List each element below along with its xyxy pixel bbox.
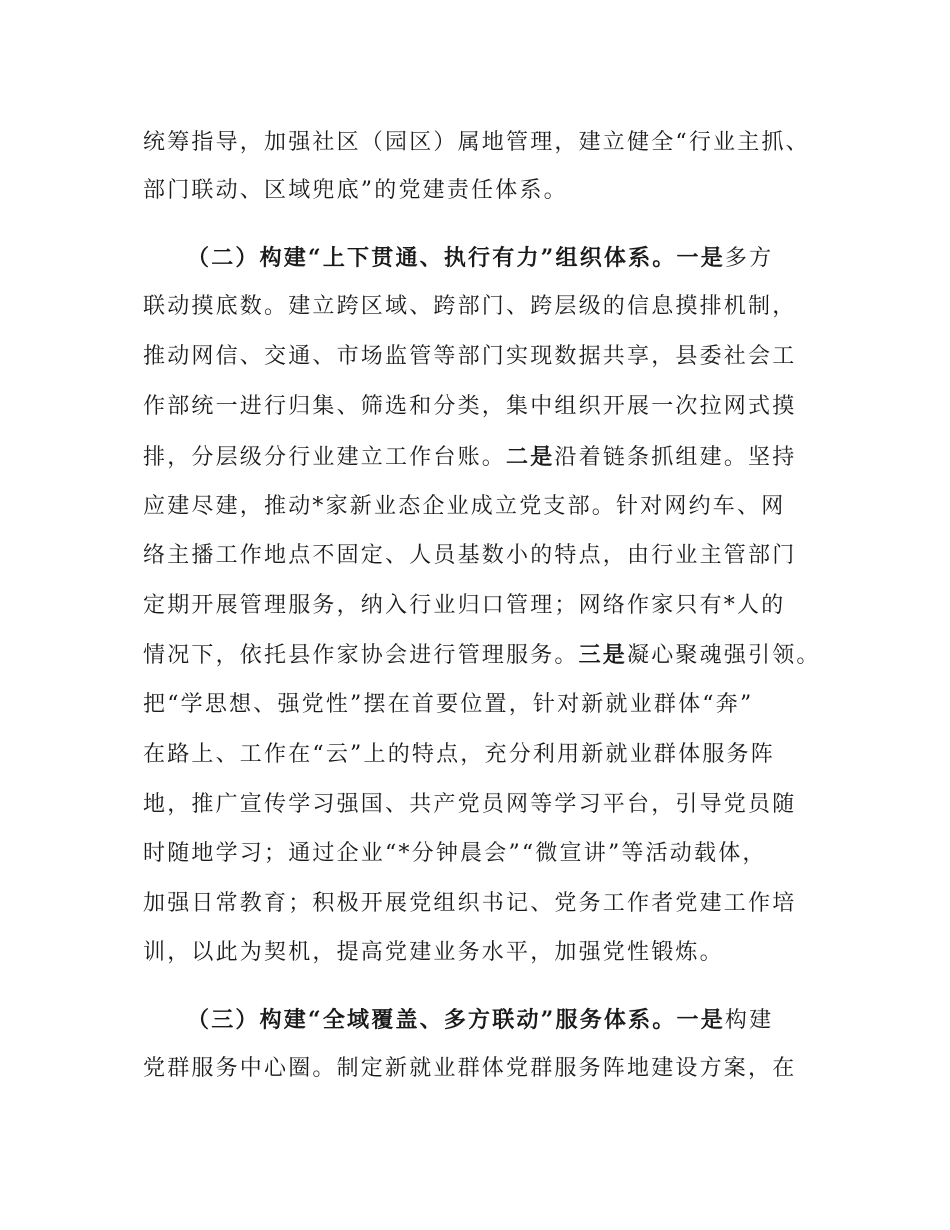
paragraph-1-line-1: 统筹指导，加强社区（园区）属地管理，建立健全“行业主抓、 bbox=[143, 130, 810, 155]
paragraph-2-line-9 bbox=[143, 640, 821, 670]
paragraph-3-line-2: 党群服务中心圈。制定新就业群体党群服务阵地建设方案，在 bbox=[143, 1056, 797, 1081]
section-heading-3: （三）构建“全域覆盖、多方联动”服务体系。 bbox=[187, 1007, 677, 1033]
paragraph-2-line-10: 把“学思想、强党性”摆在首要位置，针对新就业群体“奔” bbox=[143, 692, 754, 717]
point-label-1: 一是 bbox=[676, 1007, 725, 1033]
paragraph-2-line-15: 训，以此为契机，提高党建业务水平，加强党性锻炼。 bbox=[143, 940, 724, 965]
paragraph-2-line-9-tail: 凝心聚魂强引领。 bbox=[627, 643, 821, 668]
paragraph-2-line-6: 应建尽建，推动*家新业态企业成立党支部。针对网约车、网 bbox=[143, 494, 786, 519]
point-label-1: 一是 bbox=[676, 245, 725, 271]
paragraph-2-line-7: 络主播工作地点不固定、人员基数小的特点，由行业主管部门 bbox=[143, 543, 797, 568]
paragraph-2-line-5-tail: 沿着链条抓组建。坚持 bbox=[554, 445, 797, 470]
paragraph-2-line-5 bbox=[143, 442, 796, 472]
point-label-2: 二是 bbox=[506, 444, 555, 470]
paragraph-2-line-14: 加强日常教育；积极开展党组织书记、党务工作者党建工作培 bbox=[143, 891, 797, 916]
paragraph-3-line-1-tail: 构建 bbox=[724, 1008, 774, 1033]
paragraph-2-line-1 bbox=[187, 243, 773, 273]
paragraph-2-line-1-tail: 多方 bbox=[724, 246, 774, 271]
paragraph-2-line-5-head: 排，分层级分行业建立工作台账。 bbox=[143, 445, 507, 470]
paragraph-1-line-2: 部门联动、区域兜底”的党建责任体系。 bbox=[143, 178, 568, 203]
paragraph-2-line-3: 推动网信、交通、市场监管等部门实现数据共享，县委社会工 bbox=[143, 344, 797, 369]
paragraph-2-line-12: 地，推广宣传学习强国、共产党员网等学习平台，引导党员随 bbox=[143, 792, 797, 817]
paragraph-2-line-11: 在路上、工作在“云”上的特点，充分利用新就业群体服务阵 bbox=[143, 742, 775, 767]
section-heading-2: （二）构建“上下贯通、执行有力”组织体系。 bbox=[187, 245, 677, 271]
paragraph-3-line-1 bbox=[187, 1005, 773, 1035]
paragraph-2-line-2: 联动摸底数。建立跨区域、跨部门、跨层级的信息摸排机制， bbox=[143, 294, 797, 319]
paragraph-2-line-4: 作部统一进行归集、筛选和分类，集中组织开展一次拉网式摸 bbox=[143, 394, 797, 419]
point-label-3: 三是 bbox=[578, 642, 628, 668]
paragraph-2-line-9-head: 情况下，依托县作家协会进行管理服务。 bbox=[143, 643, 579, 668]
paragraph-2-line-8: 定期开展管理服务，纳入行业归口管理；网络作家只有*人的 bbox=[143, 593, 786, 618]
paragraph-2-line-13: 时随地学习；通过企业“*分钟晨会”“微宣讲”等活动载体， bbox=[143, 841, 767, 866]
